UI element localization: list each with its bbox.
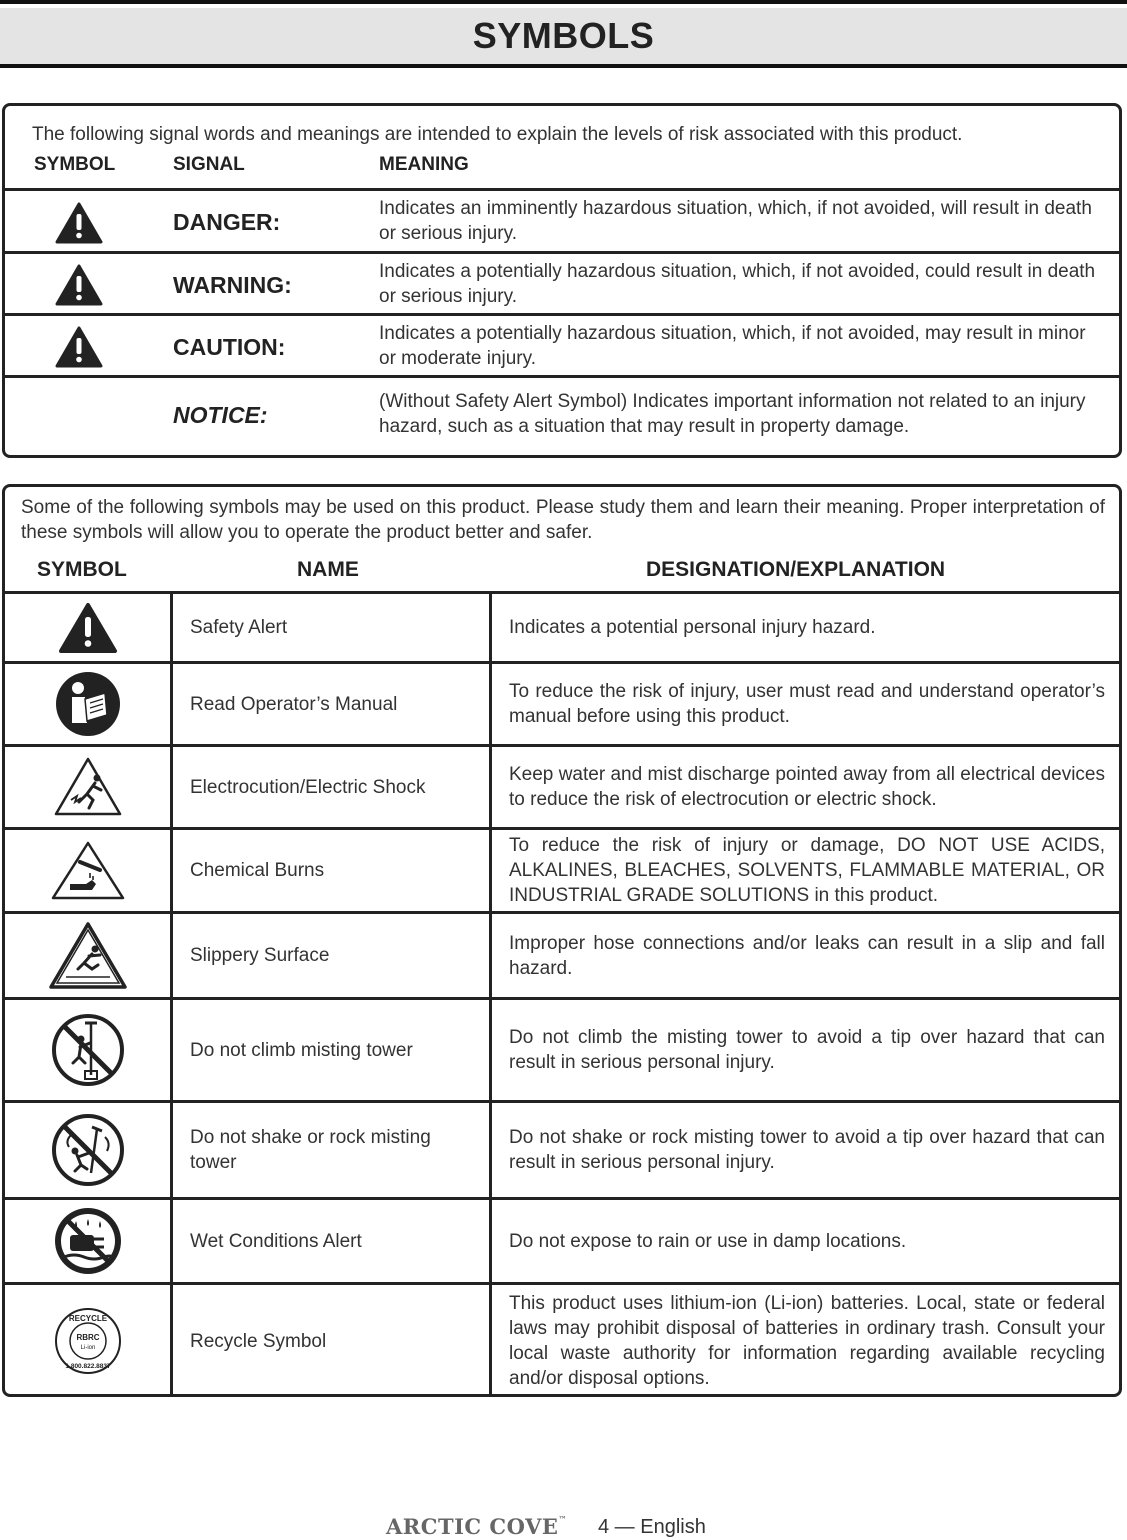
symbol-row-safety-alert xyxy=(5,591,1119,661)
no-shake-icon xyxy=(51,1113,125,1187)
signal-meaning: Indicates an imminently hazardous situation, which, if not avoided, will result in death or serious injury. xyxy=(379,198,1092,244)
recycle-seal-bottom: 1.800.822.8837 xyxy=(64,1363,111,1370)
electrocution-icon xyxy=(53,756,123,818)
header-meaning: MEANING xyxy=(379,154,469,175)
header-signal: SIGNAL xyxy=(173,154,245,175)
safety-alert-icon xyxy=(55,264,103,306)
symbol-explanation: This product uses lithium-ion (Li-ion) batteries. Local, state or federal laws may prohibit disposal of batteries in ordinary trash. Consult your local waste authority for information regarding available recycling and/or disposal options. xyxy=(509,1293,1105,1389)
symbols-intro: Some of the following symbols may be used on this product. Please study them and learn their meaning. Proper interpretation of these symbols will allow you to operate the product better and safer. xyxy=(21,497,1105,543)
signal-row-caution xyxy=(5,313,1119,375)
header-name: NAME xyxy=(297,558,359,581)
header-designation: DESIGNATION/EXPLANATION xyxy=(646,558,946,581)
page-number: 4 — English xyxy=(598,1516,706,1538)
safety-alert-icon xyxy=(55,202,103,244)
symbol-name: Electrocution/Electric Shock xyxy=(190,776,426,798)
header-symbol: SYMBOL xyxy=(34,154,116,175)
safety-alert-icon xyxy=(58,602,118,654)
symbols-box xyxy=(2,484,1122,1397)
symbol-name: Do not shake or rock misting tower xyxy=(190,1127,431,1173)
symbol-name: Recycle Symbol xyxy=(190,1330,327,1352)
title-band xyxy=(0,8,1127,68)
signal-row-danger xyxy=(5,188,1119,251)
signal-meaning: (Without Safety Alert Symbol) Indicates important information not related to an injury hazard, such as a situation that may result in property damage. xyxy=(379,391,1086,437)
wet-conditions-icon xyxy=(54,1207,122,1275)
page-footer xyxy=(0,1512,1127,1540)
signal-word: DANGER: xyxy=(173,209,281,235)
signal-words-box xyxy=(2,103,1122,458)
recycle-seal-sub: Li-ion xyxy=(80,1345,95,1351)
symbol-explanation: Keep water and mist discharge pointed away from all electrical devices to reduce the risk of electrocution or electric shock. xyxy=(509,764,1105,810)
signal-intro: The following signal words and meanings are intended to explain the levels of risk associated with this product. xyxy=(32,124,963,145)
symbol-name: Safety Alert xyxy=(190,617,288,638)
symbol-row-no-shake xyxy=(5,1100,1119,1197)
symbol-explanation: Improper hose connections and/or leaks can result in a slip and fall hazard. xyxy=(509,932,1105,979)
read-manual-icon xyxy=(55,671,121,737)
signal-row-notice xyxy=(5,375,1119,455)
page-title: SYMBOLS xyxy=(472,15,655,56)
top-rule xyxy=(0,0,1127,4)
signal-row-warning xyxy=(5,251,1119,313)
chemical-burns-icon xyxy=(50,840,126,902)
brand-logo: ARCTIC COVE™ xyxy=(386,1514,567,1539)
signal-word: WARNING: xyxy=(173,272,292,298)
symbol-name: Wet Conditions Alert xyxy=(190,1230,362,1252)
symbol-row-recycle xyxy=(5,1282,1119,1397)
signal-word: NOTICE: xyxy=(173,402,268,428)
symbol-name: Read Operator’s Manual xyxy=(190,693,398,715)
recycle-seal-mid: RBRC xyxy=(75,1333,100,1342)
symbol-explanation: To reduce the risk of injury, user must read and understand operator’s manual before using this product. xyxy=(509,681,1105,727)
symbol-row-wet-conditions xyxy=(5,1197,1119,1282)
slippery-surface-icon xyxy=(48,921,128,991)
symbol-row-no-climb xyxy=(5,997,1119,1100)
symbol-explanation: Do not expose to rain or use in damp locations. xyxy=(509,1230,907,1252)
symbol-row-chemical-burns xyxy=(5,827,1119,911)
header-symbol: SYMBOL xyxy=(37,558,127,581)
signal-meaning: Indicates a potentially hazardous situation, which, if not avoided, could result in death or serious injury. xyxy=(379,261,1096,307)
symbol-row-electrocution xyxy=(5,744,1119,827)
safety-alert-icon xyxy=(55,326,103,368)
symbol-explanation: To reduce the risk of injury or damage, DO NOT USE ACIDS, ALKALINES, BLEACHES, SOLVENTS, FLAMMABLE MATERIAL, OR INDUSTRIAL GRADE SOLUTIONS in this product. xyxy=(509,835,1105,906)
symbol-explanation: Indicates a potential personal injury hazard. xyxy=(509,617,876,638)
symbol-row-read-manual xyxy=(5,661,1119,744)
recycle-seal-top: RECYCLE xyxy=(68,1314,107,1323)
symbol-row-slippery-surface xyxy=(5,911,1119,997)
symbol-name: Do not climb misting tower xyxy=(190,1039,413,1061)
symbol-name: Chemical Burns xyxy=(190,860,325,881)
symbol-name: Slippery Surface xyxy=(190,945,330,966)
symbol-explanation: Do not climb the misting tower to avoid a tip over hazard that can result in serious personal injury. xyxy=(509,1027,1105,1073)
signal-meaning: Indicates a potentially hazardous situation, which, if not avoided, may result in minor or moderate injury. xyxy=(379,323,1086,369)
symbol-explanation: Do not shake or rock misting tower to avoid a tip over hazard that can result in serious personal injury. xyxy=(509,1127,1105,1173)
recycle-seal-icon xyxy=(54,1307,122,1375)
no-climb-icon xyxy=(51,1013,125,1087)
signal-word: CAUTION: xyxy=(173,334,286,360)
